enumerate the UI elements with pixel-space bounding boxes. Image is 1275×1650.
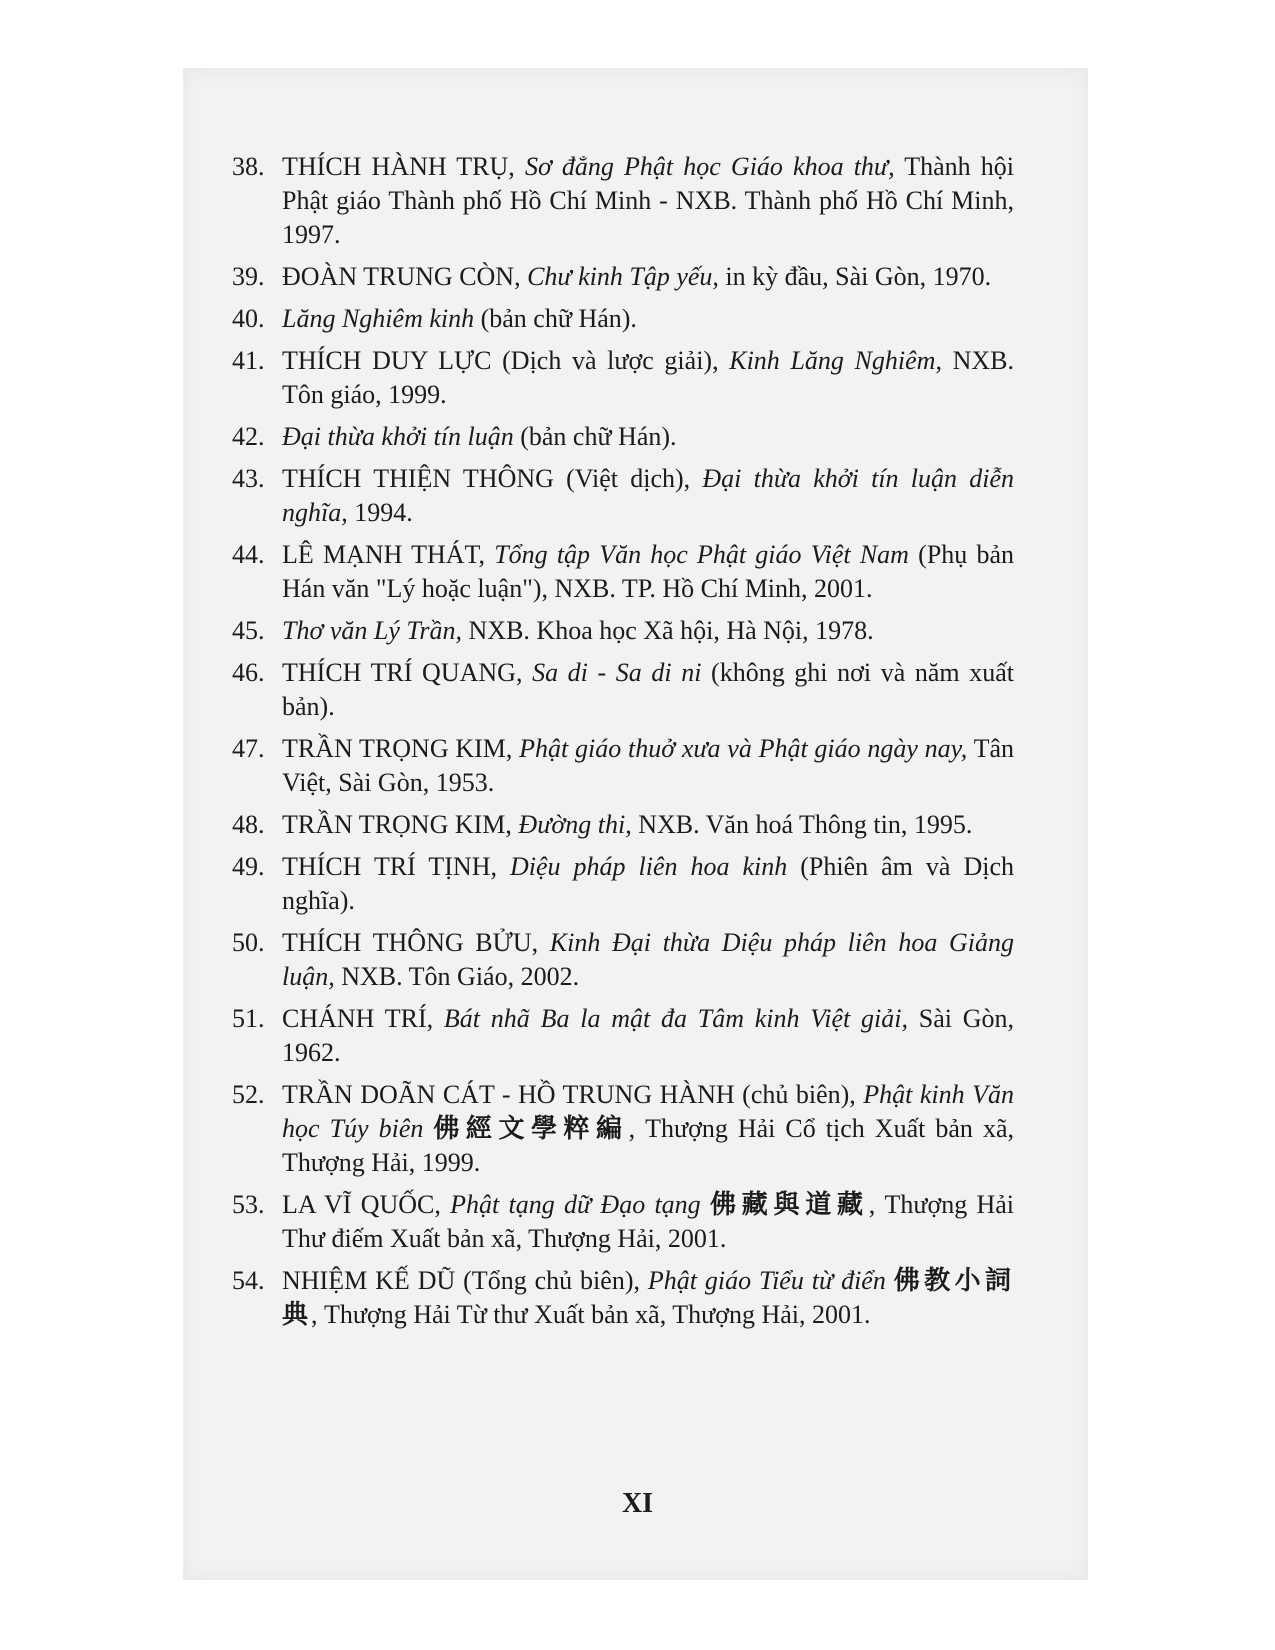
reference-publication: NXB. Khoa học Xã hội, Hà Nội, 1978.: [468, 616, 874, 645]
reference-title: Phật kinh Văn học Túy biên: [282, 1080, 1014, 1143]
reference-item: [232, 420, 1014, 454]
reference-text: [282, 852, 1014, 915]
reference-text: [282, 1080, 1014, 1177]
reference-title: Kinh Đại thừa Diệu pháp liên hoa Giảng luận,: [282, 928, 1015, 991]
reference-publication: , Thượng Hải Thư điếm Xuất bản xã, Thượng Hải, 2001.: [282, 1190, 1015, 1253]
reference-publication: Sài Gòn, 1962.: [282, 1004, 1015, 1067]
reference-text: [282, 616, 874, 645]
reference-item: [232, 462, 1014, 530]
reference-item: [232, 344, 1014, 412]
reference-item: [232, 260, 1014, 294]
reference-publication: 1994.: [354, 498, 413, 527]
reference-han-title: 佛教小詞典: [282, 1266, 1014, 1330]
reference-author: LÊ MẠNH THÁT,: [282, 540, 485, 569]
reference-title: Thơ văn Lý Trần,: [282, 616, 463, 645]
reference-number: 45.: [232, 616, 265, 645]
reference-item: [232, 1264, 1014, 1332]
reference-text: [282, 346, 1014, 409]
reference-publication: (Phiên âm và Dịch nghĩa).: [282, 852, 1014, 915]
reference-title: Lăng Nghiêm kinh: [282, 304, 475, 333]
reference-item: [232, 926, 1014, 994]
reference-item: [232, 1002, 1014, 1070]
reference-text: [282, 1266, 1014, 1329]
reference-number: 47.: [232, 734, 265, 763]
reference-item: [232, 1078, 1014, 1180]
reference-title: Phật giáo Tiểu từ điển: [647, 1266, 886, 1295]
reference-publication: Tân Việt, Sài Gòn, 1953.: [282, 734, 1014, 797]
reference-title: Phật giáo thuở xưa và Phật giáo ngày nay,: [519, 734, 968, 763]
reference-title: Đại thừa khởi tín luận: [282, 422, 514, 451]
reference-number: 46.: [232, 658, 265, 687]
reference-text: [282, 304, 637, 333]
reference-text: [282, 734, 1014, 797]
reference-author: NHIỆM KẾ DŨ (Tổng chủ biên),: [282, 1266, 640, 1295]
reference-author: ĐOÀN TRUNG CÒN,: [282, 262, 521, 291]
reference-author: THÍCH TRÍ QUANG,: [282, 658, 523, 687]
reference-author: TRẦN TRỌNG KIM,: [282, 810, 512, 839]
reference-number: 41.: [232, 346, 265, 375]
reference-text: [282, 658, 1014, 721]
reference-publication: (bản chữ Hán).: [520, 422, 677, 451]
reference-number: 53.: [232, 1190, 265, 1219]
reference-publication: NXB. Văn hoá Thông tin, 1995.: [638, 810, 973, 839]
reference-text: [282, 540, 1014, 603]
reference-item: [232, 656, 1014, 724]
reference-item: [232, 538, 1014, 606]
reference-publication: in kỳ đầu, Sài Gòn, 1970.: [725, 262, 992, 291]
reference-number: 44.: [232, 540, 265, 569]
page-number: XI: [621, 1488, 654, 1519]
reference-author: LA VĨ QUỐC,: [282, 1190, 441, 1219]
reference-number: 48.: [232, 810, 265, 839]
reference-text: [282, 810, 972, 839]
reference-author: THÍCH HÀNH TRỤ,: [282, 152, 515, 181]
reference-publication: NXB. Tôn giáo, 1999.: [282, 346, 1015, 409]
reference-publication: NXB. Tôn Giáo, 2002.: [341, 962, 580, 991]
reference-author: THÍCH THIỆN THÔNG (Việt dịch),: [282, 464, 691, 493]
reference-number: 51.: [232, 1004, 265, 1033]
reference-publication: (không ghi nơi và năm xuất bản).: [282, 658, 1015, 721]
reference-number: 52.: [232, 1080, 265, 1109]
reference-item: [232, 150, 1014, 252]
reference-item: [232, 1188, 1014, 1256]
reference-han-title: 佛藏與道藏: [709, 1190, 869, 1220]
reference-number: 40.: [232, 304, 265, 333]
reference-text: [282, 262, 991, 291]
reference-item: [232, 850, 1014, 918]
reference-title: Bát nhã Ba la mật đa Tâm kinh Việt giải,: [443, 1004, 908, 1033]
reference-author: TRẦN TRỌNG KIM,: [282, 734, 513, 763]
reference-publication: , Thượng Hải Từ thư Xuất bản xã, Thượng Hải, 2001.: [311, 1300, 871, 1329]
reference-item: [232, 732, 1014, 800]
reference-text: [282, 1004, 1014, 1067]
reference-number: 38.: [232, 152, 265, 181]
reference-number: 49.: [232, 852, 265, 881]
reference-text: [282, 422, 677, 451]
reference-item: [232, 614, 1014, 648]
reference-list: [232, 150, 1014, 1340]
reference-publication: (bản chữ Hán).: [480, 304, 637, 333]
reference-number: 39.: [232, 262, 265, 291]
reference-publication: Thành hội Phật giáo Thành phố Hồ Chí Minh - NXB. Thành phố Hồ Chí Minh, 1997.: [282, 152, 1015, 249]
reference-title: Kinh Lăng Nghiêm,: [729, 346, 942, 375]
reference-title: Tổng tập Văn học Phật giáo Việt Nam: [494, 540, 909, 569]
reference-text: [282, 152, 1014, 249]
reference-item: [232, 808, 1014, 842]
reference-number: 42.: [232, 422, 265, 451]
reference-author: THÍCH DUY LỰC (Dịch và lược giải),: [282, 346, 719, 375]
reference-title: Phật tạng dữ Đạo tạng: [450, 1190, 701, 1219]
reference-publication: (Phụ bản Hán văn "Lý hoặc luận"), NXB. TP. Hồ Chí Minh, 2001.: [282, 540, 1014, 603]
reference-item: [232, 302, 1014, 336]
reference-title: Đại thừa khởi tín luận diễn nghĩa,: [282, 464, 1015, 527]
reference-number: 54.: [232, 1266, 265, 1295]
reference-title: Sa di - Sa di ni: [532, 658, 702, 687]
reference-author: CHÁNH TRÍ,: [282, 1004, 434, 1033]
reference-text: [282, 464, 1014, 527]
reference-title: Diệu pháp liên hoa kinh: [509, 852, 788, 881]
reference-author: TRẦN DOÃN CÁT - HỒ TRUNG HÀNH (chủ biên),: [282, 1080, 856, 1109]
reference-title: Đường thi,: [518, 810, 632, 839]
reference-han-title: 佛經文學粹編: [433, 1114, 629, 1144]
reference-author: THÍCH TRÍ TỊNH,: [282, 852, 497, 881]
reference-number: 43.: [232, 464, 265, 493]
reference-title: Chư kinh Tập yếu,: [527, 262, 719, 291]
reference-number: 50.: [232, 928, 265, 957]
reference-text: [282, 1190, 1014, 1253]
reference-title: Sơ đẳng Phật học Giáo khoa thư,: [524, 152, 895, 181]
reference-publication: , Thượng Hải Cổ tịch Xuất bản xã, Thượng Hải, 1999.: [282, 1114, 1014, 1177]
reference-text: [282, 928, 1014, 991]
reference-author: THÍCH THÔNG BỬU,: [282, 928, 539, 957]
